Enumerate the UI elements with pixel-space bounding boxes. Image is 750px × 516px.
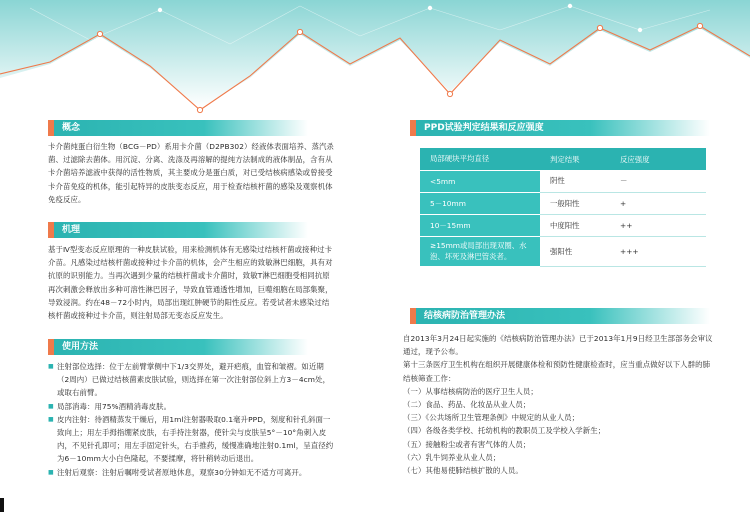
measures-item: （一）从事结核病防治的医疗卫生人员； [403, 386, 538, 396]
concept-text [48, 140, 336, 206]
cell-result: 一般阳性 [540, 192, 610, 214]
cell-intensity: － [610, 170, 706, 192]
cell-intensity: +++ [610, 236, 706, 266]
cell-diameter: 5－10mm [420, 192, 540, 214]
header-network-graphic [0, 0, 750, 120]
table-row [420, 192, 706, 214]
measures-item: （三）《公共场所卫生管理条例》中规定的从业人员； [403, 413, 580, 423]
table-row [420, 214, 706, 236]
measures-text [403, 332, 713, 477]
cell-intensity: + [610, 192, 706, 214]
table-header-row [420, 148, 706, 170]
cell-result: 中度阳性 [540, 214, 610, 236]
ppd-result-table [420, 148, 706, 267]
section-title-mechanism: 机理 [48, 222, 308, 238]
cell-diameter: 10－15mm [420, 214, 540, 236]
cell-result: 强阳性 [540, 236, 610, 266]
measures-item: （五）接触粉尘或者有害气体的人员； [403, 439, 531, 449]
usage-list [48, 360, 336, 479]
measures-item: （二）食品、药品、化妆品从业人员； [403, 400, 531, 410]
table-row [420, 236, 706, 266]
mechanism-text [48, 243, 336, 322]
usage-text [48, 360, 336, 479]
measures-intro: 自2013年3月24日起实施的《结核病防治管理办法》已于2013年1月9日经卫生部部务会审议通过，现予公布。 [403, 334, 713, 357]
section-title-usage: 使用方法 [48, 339, 308, 355]
cell-result: 阴性 [540, 170, 610, 192]
usage-item: ■ 局部消毒：用75%酒精消毒皮肤。 [48, 400, 336, 413]
col-header-intensity: 反应强度 [610, 148, 706, 170]
section-title-ppd: PPD试验判定结果和反应强度 [410, 120, 710, 136]
cell-diameter: ≥15mm或局部出现双圈、水泡、坏死及淋巴管炎者。 [420, 236, 540, 266]
cell-diameter: <5mm [420, 170, 540, 192]
mechanism-paragraph: 基于Ⅳ型变态反应原理的一种皮肤试验，用来检测机体有无感染过结核杆菌或接种过卡介苗。凡感染过结核杆菌或接种过卡介苗的机体，会产生相应的致敏淋巴细胞，具有对抗原的识别能力。当再次遇到少量的结核杆菌或卡介菌时，致敏T淋巴细胞受相同抗原再次刺激会释放出多种可溶性淋巴因子，导致血管通透性增加，巨噬细胞在局部集聚，导致浸润。约在48－72小时内，局部出现红肿硬节的阳性反应。若受试者未感染过结核杆菌或接种过卡介苗，则注射局部无变态反应发生。 [48, 245, 333, 321]
usage-item: ■ 注射后观察：注射后嘱咐受试者原地休息，观察30分钟如无不适方可离开。 [48, 466, 336, 479]
cell-intensity: ++ [610, 214, 706, 236]
usage-item: ■ 皮内注射：待酒精蒸发干燥后，用1ml注射器吸取0.1毫升PPD，刻度和针孔斜面一致向上；用左手拇指绷紧皮肤，右手持注射器，使针尖与皮肤呈5°－10°角刺入皮内，不见针孔即可；用左手固定针头，右手推药，缓慢准确地注射0.1ml，呈直径约为6－10mm大小白色隆起，不要揉摩，将针稍转动后退出。 [48, 413, 336, 466]
section-title-measures: 结核病防治管理办法 [410, 308, 710, 324]
col-header-diameter: 局部硬块平均直径 [420, 148, 540, 170]
section-title-concept: 概念 [48, 120, 308, 136]
measures-rule: 第十三条医疗卫生机构在组织开展健康体检和预防性健康检查时，应当重点做好以下人群的肺结核筛查工作： [403, 360, 711, 383]
page-edge-mark [0, 498, 4, 512]
concept-paragraph: 卡介菌纯蛋白衍生物（BCG－PD）系用卡介菌（D2PB302）经液体表面培养、蒸汽杀菌、过滤除去菌体。用沉淀、分离、洗涤及再溶解的提纯方法制成的液体制品，含有从卡介菌培养滤液中获得的活性物质，其主要成分是蛋白质，对已受结核病感染或曾接受卡介苗免疫的机体，能引起特异的皮肤变态反应，用于检查结核杆菌的感染及观察机体免疫反应。 [48, 142, 334, 204]
measures-item: （七）其他易使肺结核扩散的人员。 [403, 466, 523, 476]
table-row [420, 170, 706, 192]
col-header-result: 判定结果 [540, 148, 610, 170]
measures-item: （四）各级各类学校、托幼机构的教职员工及学校入学新生； [403, 426, 606, 436]
usage-item: ■ 注射部位选择：位于左前臂掌侧中下1/3交界处，避开疤痕，血管和皱褶。如近期（2周内）已做过结核菌素皮肤试验，则选择在第一次注射部位斜上方3－4cm处，或取右前臂。 [48, 360, 336, 400]
header-decoration [0, 0, 750, 120]
measures-item: （六）乳牛饲养业从业人员； [403, 452, 501, 462]
